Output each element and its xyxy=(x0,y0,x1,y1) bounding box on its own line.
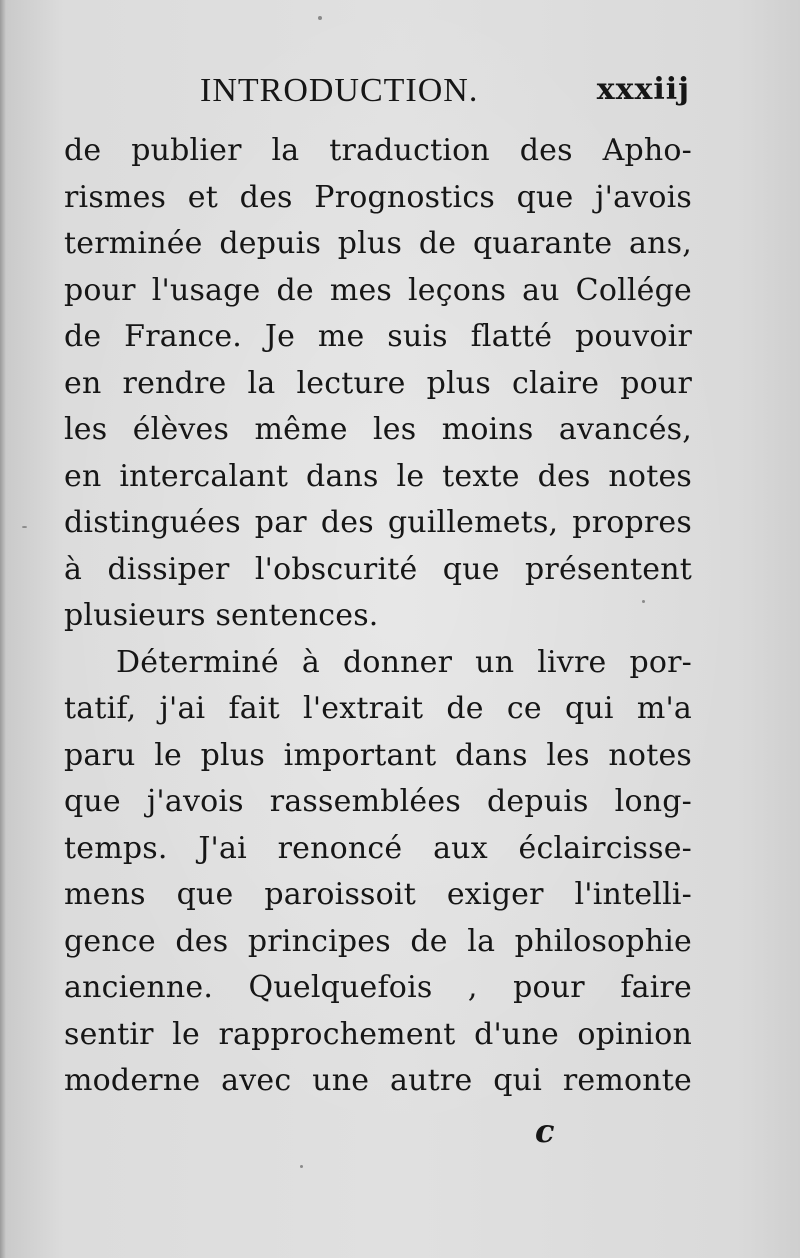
paper-speck xyxy=(642,600,645,603)
text-line: que j'avois rassemblées depuis long- xyxy=(64,784,692,819)
text-line: rismes et des Prognostics que j'avois xyxy=(64,179,692,215)
text-line: sentir le rapprochement d'une opinion xyxy=(64,1016,692,1052)
running-title: INTRODUCTION. xyxy=(200,72,479,109)
signature-mark: c xyxy=(535,1112,555,1150)
paper-speck xyxy=(300,1165,303,1168)
text-line: moderne avec une autre qui remonte xyxy=(64,1063,692,1098)
text-line: pour l'usage de mes leçons au Collége xyxy=(64,272,692,308)
text-line: de publier la traduction des Apho- xyxy=(64,133,692,168)
text-line: gence des principes de la philosophie xyxy=(64,923,692,959)
paper-speck xyxy=(318,16,322,20)
text-line: à dissiper l'obscurité que présentent xyxy=(64,551,692,587)
paragraph-end-line: plusieurs sentences. xyxy=(64,598,379,633)
text-line: terminée depuis plus de quarante ans, xyxy=(64,226,692,261)
text-line: en rendre la lecture plus claire pour xyxy=(64,365,692,401)
text-line: les élèves même les moins avancés, xyxy=(64,412,692,447)
text-line: distinguées par des guillemets, propres xyxy=(64,505,692,540)
paper-speck xyxy=(22,526,27,528)
text-line: paru le plus important dans les notes xyxy=(64,737,692,773)
page-number: xxxiij xyxy=(596,72,690,107)
text-line: temps. J'ai renoncé aux éclaircisse- xyxy=(64,830,692,866)
text-line: ancienne. Quelquefois , pour faire xyxy=(64,970,692,1005)
text-line: tatif, j'ai fait l'extrait de ce qui m'a xyxy=(64,691,692,726)
text-line: en intercalant dans le texte des notes xyxy=(64,458,692,494)
running-head xyxy=(200,72,690,116)
body-text xyxy=(64,128,692,1105)
text-line: mens que paroissoit exiger l'intelli- xyxy=(64,877,692,912)
text-line: de France. Je me suis flatté pouvoir xyxy=(64,319,692,354)
paragraph-start-line: Déterminé à donner un livre por- xyxy=(116,644,692,680)
